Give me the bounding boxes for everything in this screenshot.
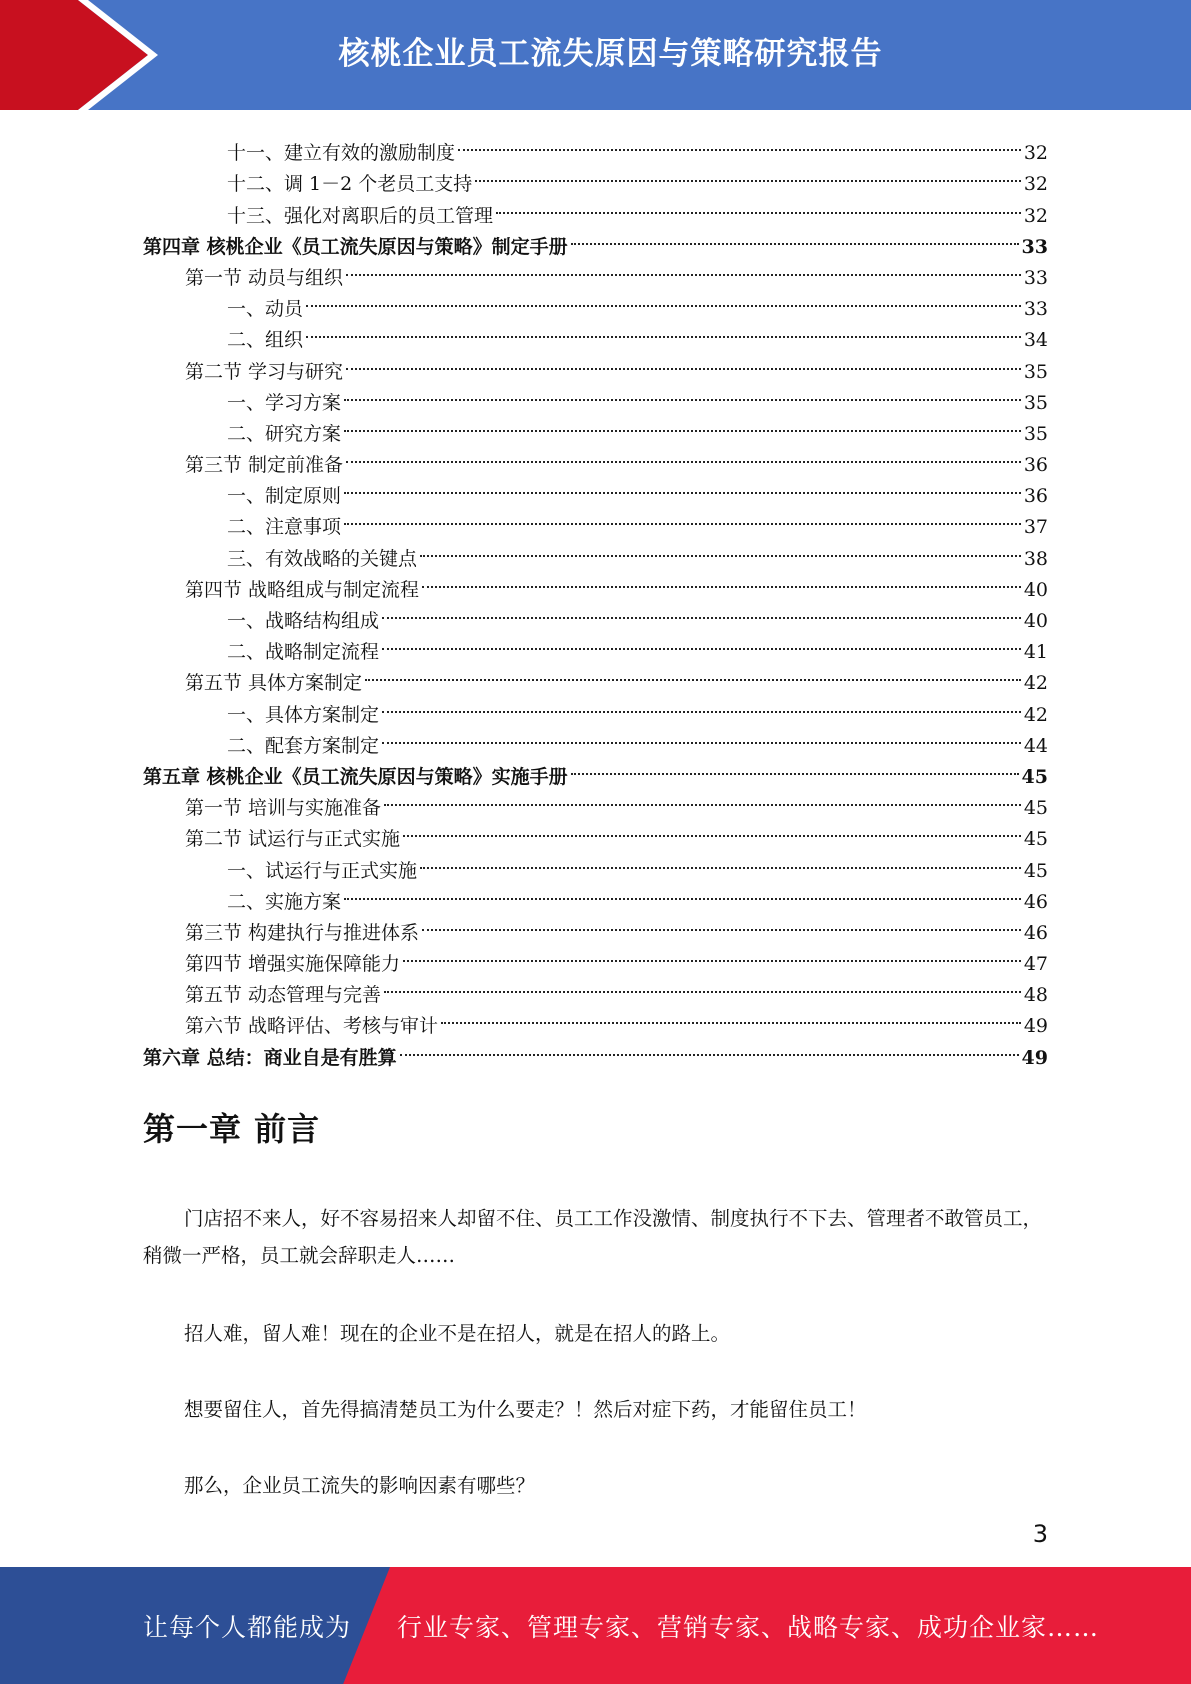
- page-number: 3: [1032, 1520, 1048, 1548]
- toc-entry-label: 第一节 动员与组织: [185, 266, 344, 289]
- toc-dot-leader: [382, 721, 1021, 752]
- toc-entry-page: 33: [1021, 235, 1048, 258]
- toc-entry-label: 一、战略结构组成: [227, 610, 380, 632]
- toc-entry-label: 第五节 动态管理与完善: [185, 984, 382, 1007]
- toc-entry[interactable]: [143, 128, 1048, 165]
- toc-dot-leader: [422, 908, 1021, 939]
- toc-entry-page: 37: [1023, 516, 1048, 539]
- table-of-contents: [143, 128, 1048, 1069]
- toc-dot-leader: [346, 346, 1021, 377]
- toc-entry-label: 二、配套方案制定: [227, 734, 380, 757]
- toc-entry-label: 第二节 试运行与正式实施: [185, 828, 401, 851]
- toc-dot-leader: [458, 128, 1021, 159]
- toc-entry-label: 二、研究方案: [227, 422, 342, 445]
- toc-entry-label: 一、具体方案制定: [227, 703, 380, 726]
- toc-dot-leader: [422, 565, 1021, 596]
- toc-entry-label: 第三节 构建执行与推进体系: [185, 921, 420, 944]
- toc-dot-leader: [384, 970, 1021, 1001]
- toc-dot-leader: [496, 190, 1021, 221]
- toc-entry-page: 44: [1023, 734, 1048, 757]
- footer-slogan-right: 行业专家、管理专家、营销专家、战略专家、成功企业家……: [397, 1612, 1100, 1642]
- toc-dot-leader: [382, 596, 1021, 627]
- toc-entry-label: 二、注意事项: [227, 516, 342, 539]
- toc-dot-leader: [306, 315, 1021, 346]
- toc-dot-leader: [384, 783, 1021, 814]
- footer-slogan-left: 让每个人都能成为: [143, 1612, 352, 1642]
- toc-entry-page: 36: [1023, 485, 1048, 508]
- toc-entry-page: 45: [1021, 765, 1048, 788]
- toc-entry-label: 第六节 战略评估、考核与审计: [185, 1015, 439, 1038]
- toc-dot-leader: [420, 533, 1021, 564]
- toc-entry-page: 47: [1023, 953, 1048, 976]
- report-title: 核桃企业员工流失原因与策略研究报告: [338, 35, 883, 72]
- toc-entry-page: 46: [1023, 921, 1048, 944]
- toc-entry-label: 第四节 战略组成与制定流程: [185, 578, 420, 601]
- toc-entry-page: 49: [1021, 1046, 1048, 1069]
- toc-dot-leader: [346, 440, 1021, 471]
- toc-entry-label: 第五章 核桃企业《员工流失原因与策略》实施手册: [143, 765, 568, 788]
- body-paragraph: 门店招不来人，好不容易招来人却留不住、员工工作没激情、制度执行不下去、管理者不敢管员工，稍微一严格，员工就会辞职走人……: [143, 1207, 1043, 1267]
- toc-dot-leader: [344, 378, 1021, 409]
- toc-dot-leader: [403, 939, 1021, 970]
- toc-dot-leader: [441, 1001, 1021, 1032]
- toc-entry-label: 二、实施方案: [227, 890, 342, 913]
- toc-entry-page: 40: [1023, 610, 1048, 632]
- toc-entry-page: 48: [1023, 984, 1048, 1007]
- toc-entry-label: 第四节 增强实施保障能力: [185, 953, 401, 976]
- chapter-heading: 第一章 前言: [143, 1110, 321, 1148]
- toc-dot-leader: [365, 658, 1021, 689]
- toc-entry-label: 一、制定原则: [227, 485, 342, 508]
- toc-entry-label: 十三、强化对离职后的员工管理: [227, 204, 494, 227]
- toc-entry-page: 32: [1023, 173, 1048, 196]
- page-header: [0, 0, 1191, 110]
- toc-entry-page: 38: [1023, 547, 1048, 570]
- toc-entry-page: 33: [1023, 266, 1048, 289]
- toc-entry-page: 32: [1023, 142, 1048, 165]
- toc-dot-leader: [344, 409, 1021, 440]
- body-paragraph: 想要留住人，首先得搞清楚员工为什么要走？！然后对症下药，才能留住员工！: [184, 1398, 867, 1421]
- toc-entry-label: 十二、调 1－2 个老员工支持: [227, 173, 473, 196]
- toc-entry-label: 第三节 制定前准备: [185, 454, 344, 477]
- toc-entry-page: 33: [1023, 298, 1048, 321]
- toc-dot-leader: [344, 471, 1021, 502]
- toc-entry-page: 35: [1023, 422, 1048, 445]
- toc-entry-label: 第一节 培训与实施准备: [185, 797, 382, 820]
- toc-dot-leader: [346, 253, 1021, 284]
- toc-dot-leader: [382, 689, 1021, 720]
- toc-entry-page: 35: [1023, 391, 1048, 414]
- toc-entry-label: 第二节 学习与研究: [185, 360, 344, 383]
- toc-dot-leader: [400, 1032, 1019, 1063]
- toc-dot-leader: [344, 877, 1021, 908]
- toc-dot-leader: [475, 159, 1021, 190]
- body-paragraph: 招人难，留人难！现在的企业不是在招人，就是在招人的路上。: [184, 1322, 731, 1345]
- toc-dot-leader: [571, 222, 1019, 253]
- toc-entry-page: 41: [1023, 641, 1048, 664]
- toc-dot-leader: [571, 752, 1019, 783]
- toc-entry-label: 二、战略制定流程: [227, 641, 380, 664]
- toc-entry-page: 49: [1023, 1015, 1048, 1038]
- toc-entry-page: 45: [1023, 797, 1048, 820]
- toc-entry-page: 36: [1023, 454, 1048, 477]
- toc-entry-page: 32: [1023, 204, 1048, 227]
- toc-entry-page: 42: [1023, 703, 1048, 726]
- toc-entry-label: 十一、建立有效的激励制度: [227, 142, 456, 165]
- toc-entry-page: 46: [1023, 890, 1048, 913]
- body-paragraph: 那么，企业员工流失的影响因素有哪些？: [184, 1474, 536, 1497]
- page-footer: [0, 1567, 1191, 1684]
- toc-entry-page: 35: [1023, 360, 1048, 383]
- toc-entry-page: 42: [1023, 672, 1048, 695]
- toc-dot-leader: [420, 845, 1021, 876]
- toc-dot-leader: [382, 627, 1021, 658]
- toc-dot-leader: [344, 502, 1021, 533]
- toc-entry-label: 三、有效战略的关键点: [227, 547, 418, 570]
- toc-entry-page: 45: [1023, 828, 1048, 851]
- toc-entry-label: 二、组织: [227, 329, 304, 352]
- toc-entry-page: 45: [1023, 859, 1048, 882]
- toc-entry-label: 一、试运行与正式实施: [227, 859, 418, 882]
- toc-entry-page: 34: [1023, 329, 1048, 352]
- toc-dot-leader: [403, 814, 1021, 845]
- toc-entry-label: 一、动员: [227, 298, 304, 321]
- toc-dot-leader: [306, 284, 1021, 315]
- toc-entry-page: 40: [1023, 578, 1048, 601]
- toc-entry-label: 第五节 具体方案制定: [185, 672, 363, 695]
- toc-entry-label: 第六章 总结：商业自是有胜算: [143, 1046, 397, 1069]
- toc-entry-label: 第四章 核桃企业《员工流失原因与策略》制定手册: [143, 235, 568, 258]
- toc-entry-label: 一、学习方案: [227, 391, 342, 414]
